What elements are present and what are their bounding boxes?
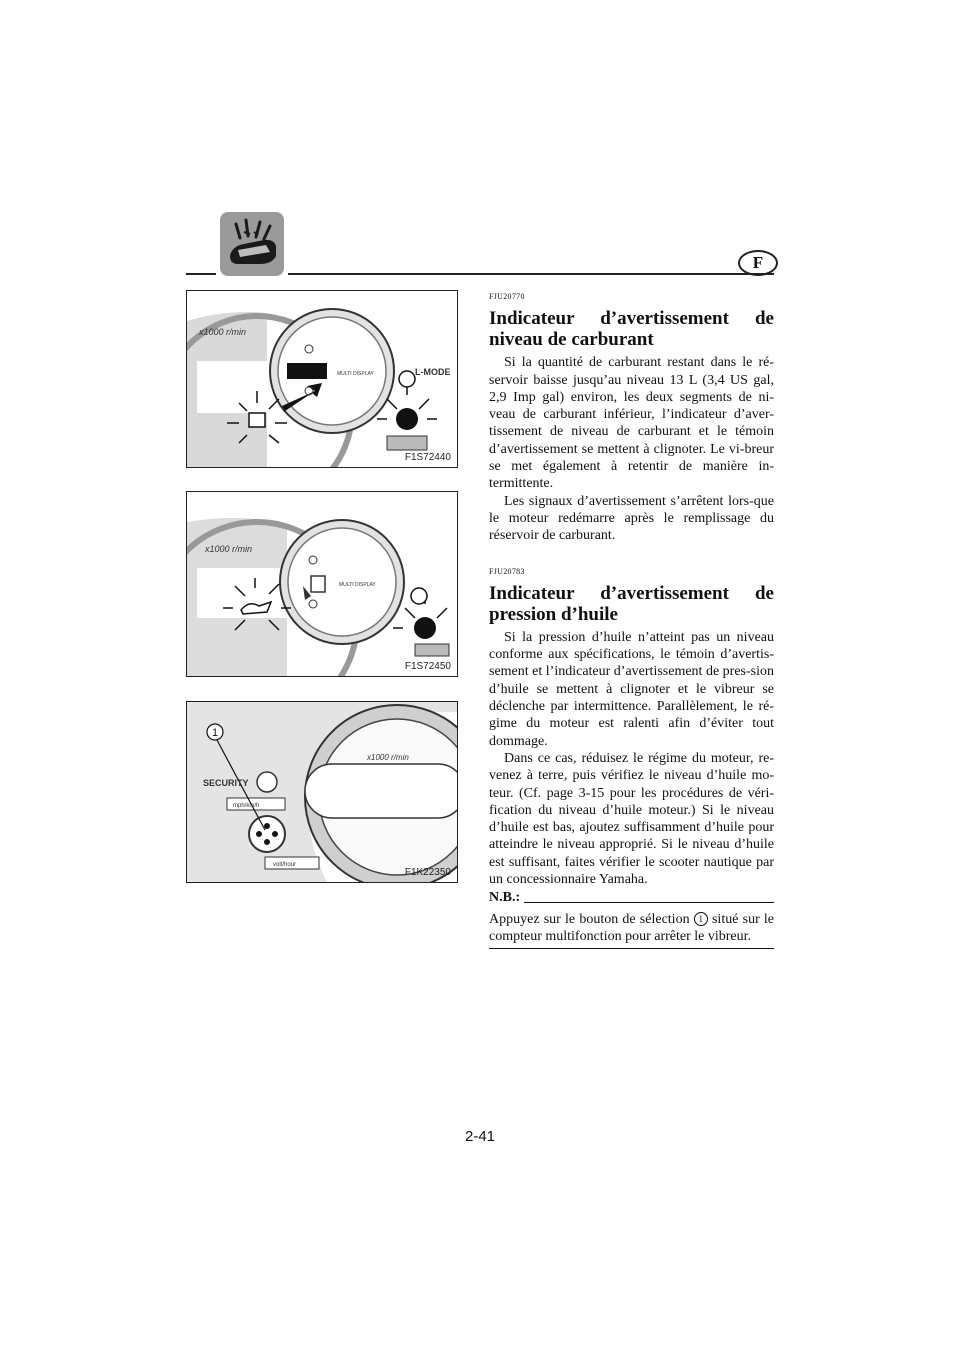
text-column	[489, 288, 774, 949]
section1-code: FJU20770	[489, 292, 525, 301]
note-text-before: Appuyez sur le bouton de sélection	[489, 911, 690, 927]
figure3-label-speed: mph/km/h	[233, 803, 260, 809]
figure3-callout: 1	[211, 727, 219, 739]
section2-paragraph-1: Si la pression d’huile n’atteint pas un niveau conforme aux spécifications, le témoin d’avertis-sement et l’indicateur d’avertissement de pres-sion d’huile se mettent à clignoter et le vibreur se déclenche par intermittence. Parallèlement, le ré-gime du moteur est ralenti afin d’éviter tout dommage.	[489, 629, 774, 749]
figure2-label-rpm: x1000 r/min	[205, 544, 253, 554]
figure1-code: F1S72440	[404, 452, 451, 463]
select-button-illustration	[187, 702, 457, 882]
figure1-label-multi: MULTI DISPLAY	[337, 371, 374, 377]
section1-paragraph-1: Si la quantité de carburant restant dans le ré-servoir baisse jusqu’au niveau 13 L (3,4 US gal, 2,9 Imp gal) environ, les deux segments de ni-veau de carburant inférieur, l’indicateur d’aver-tissement de niveau de carburant et le témoin d’avertissement se mettent à clignoter. Le vi-breur se met également à retentir de manière in-termittente.	[489, 355, 774, 492]
section2-title: Indicateur d’avertissement de pression d’huile	[489, 582, 774, 625]
fuel-meter-illustration	[187, 291, 457, 467]
figure-select-button	[186, 701, 458, 883]
figure-fuel-warning	[186, 290, 458, 468]
oil-meter-illustration	[187, 492, 457, 676]
figure3-label-security: SECURITY	[203, 778, 249, 788]
figure3-label-rpm: x1000 r/min	[367, 753, 409, 762]
section2-paragraph-2: Dans ce cas, réduisez le régime du moteur, re-venez à terre, puis vérifiez le niveau d’huile mo-teur. (Cf. page 3-15 pour les procédures de véri-fication du niveau d’huile moteur.) Si le niveau d’huile est bas, ajoutez suffisamment d’huile pour atteindre le niveau approprié. Si le niveau d’huile est suffisant, faites vérifier le scooter nautique par un concessionnaire Yamaha.	[489, 750, 774, 888]
figure1-label-lmode: L-MODE	[415, 367, 451, 377]
note-text-after: situé sur le compteur multifonction pour arrêter le vibreur.	[489, 911, 775, 944]
watercraft-icon	[220, 212, 284, 276]
figure2-label-multi: MULTI DISPLAY	[339, 582, 376, 588]
figure2-code: F1S72450	[404, 661, 451, 672]
header-rule-right	[288, 273, 774, 275]
figure-oil-pressure-warning	[186, 491, 458, 677]
page-number: 2-41	[464, 1128, 496, 1145]
note-header	[489, 889, 774, 906]
section1-title: Indicateur d’avertissement de niveau de carburant	[489, 308, 774, 351]
note-label: N.B.:	[489, 890, 521, 906]
note-rule	[524, 902, 774, 903]
note-end-rule	[489, 948, 774, 949]
figure3-code: F1K22350	[404, 867, 451, 878]
section2-code: FJU20783	[489, 566, 525, 576]
figure3-label-volt: volt/hour	[273, 862, 297, 868]
section1-paragraph-2: Les signaux d’avertissement s’arrêtent lors-que le moteur redémarre après le remplissage du réservoir de carburant.	[489, 493, 774, 544]
note-text	[489, 911, 774, 946]
language-badge: F	[738, 250, 778, 276]
figure1-label-rpm: x1000 r/min	[199, 327, 247, 337]
header-rule-left	[186, 273, 216, 275]
note-ref-badge: 1	[694, 912, 708, 926]
